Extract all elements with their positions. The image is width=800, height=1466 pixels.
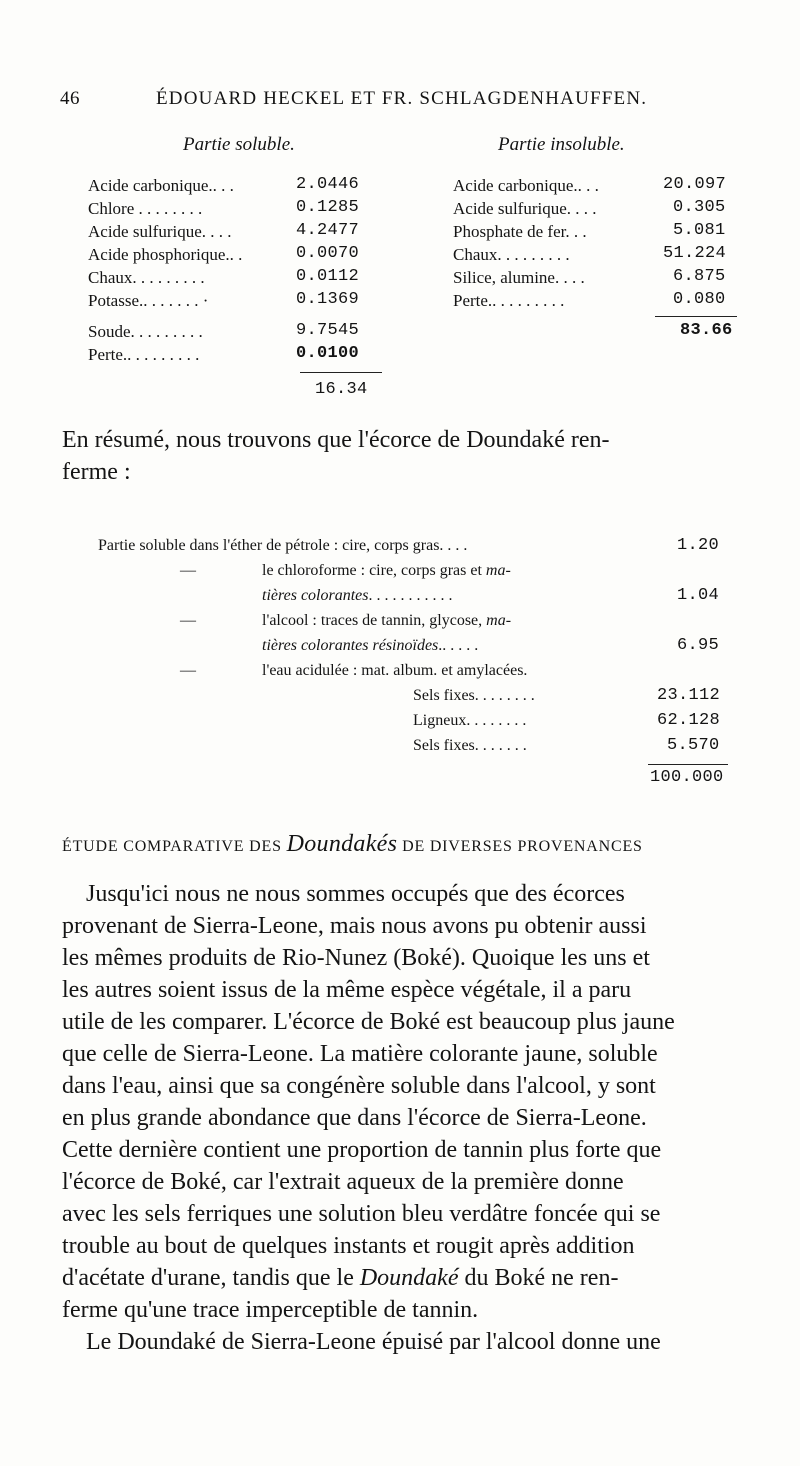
insoluble-row-value: 6.875 xyxy=(673,267,726,286)
soluble-row-value: 0.1285 xyxy=(296,198,360,217)
soluble-row-value: 0.0070 xyxy=(296,244,360,263)
body-line: d'acétate d'urane, tandis que le Doundaké du Boké ne ren- xyxy=(62,1265,619,1291)
insoluble-row-label: Acide carbonique.. . . xyxy=(453,176,599,195)
insoluble-row-label: Silice, alumine. . . . xyxy=(453,268,585,287)
summary-line-text: tières colorantes. . . . . . . . . . . xyxy=(262,587,453,604)
summary-intro-line: En résumé, nous trouvons que l'écorce de Doundaké ren- xyxy=(62,427,610,453)
body-paragraph xyxy=(62,878,752,1398)
summary-line-text: tières colorantes résinoïdes.. . . . . xyxy=(262,637,479,654)
summary-dash: — xyxy=(180,562,196,579)
soluble-column-title: Partie soluble. xyxy=(183,134,295,155)
page-number: 46 xyxy=(60,88,80,109)
summary-total: 100.000 xyxy=(650,768,724,787)
body-line: dans l'eau, ainsi que sa congénère soluble dans l'alcool, y sont xyxy=(62,1073,656,1099)
summary-value: 23.112 xyxy=(657,686,721,705)
insoluble-row-label: Acide sulfurique. . . . xyxy=(453,199,597,218)
soluble-total-rule xyxy=(300,372,382,373)
insoluble-row-value: 0.080 xyxy=(673,290,726,309)
insoluble-row-value: 5.081 xyxy=(673,221,726,240)
summary-value: 5.570 xyxy=(667,736,720,755)
summary-dash: — xyxy=(180,612,196,629)
insoluble-row-value: 51.224 xyxy=(663,244,727,263)
insoluble-row-label: Phosphate de fer. . . xyxy=(453,222,587,241)
summary-intro-line: ferme : xyxy=(62,459,131,485)
body-line: provenant de Sierra-Leone, mais nous avons pu obtenir aussi xyxy=(62,913,647,939)
soluble-row-value: 9.7545 xyxy=(296,321,360,340)
body-line: que celle de Sierra-Leone. La matière colorante jaune, soluble xyxy=(62,1041,658,1067)
body-line: les autres soient issus de la même espèce végétale, il a paru xyxy=(62,977,632,1003)
insoluble-total-rule xyxy=(655,316,737,317)
soluble-row-value: 0.1369 xyxy=(296,290,360,309)
summary-value: 62.128 xyxy=(657,711,721,730)
body-line: Cette dernière contient une proportion de tannin plus forte que xyxy=(62,1137,662,1163)
summary-line-text: Sels fixes. . . . . . . xyxy=(413,737,527,754)
soluble-row-label: Acide phosphorique.. . xyxy=(88,245,243,264)
soluble-row-label: Chaux. . . . . . . . . xyxy=(88,268,205,287)
insoluble-row-value: 0.305 xyxy=(673,198,726,217)
body-line: ferme qu'une trace imperceptible de tannin. xyxy=(62,1297,479,1323)
body-line: les mêmes produits de Rio-Nunez (Boké). Quoique les uns et xyxy=(62,945,650,971)
summary-line-text: Ligneux. . . . . . . . xyxy=(413,712,527,729)
insoluble-column-title: Partie insoluble. xyxy=(498,134,625,155)
summary-line-text: Sels fixes. . . . . . . . xyxy=(413,687,535,704)
section-heading: ÉTUDE COMPARATIVE DES Doundakés DE DIVERSES PROVENANCES xyxy=(62,831,643,857)
soluble-row-value: 4.2477 xyxy=(296,221,360,240)
insoluble-row-label: Perte.. . . . . . . . . xyxy=(453,291,565,310)
soluble-row-label: Acide carbonique.. . . xyxy=(88,176,234,195)
body-line: l'écorce de Boké, car l'extrait aqueux de la première donne xyxy=(62,1169,624,1195)
body-line: avec les sels ferriques une solution bleu verdâtre foncée qui se xyxy=(62,1201,661,1227)
body-line: en plus grande abondance que dans l'écorce de Sierra-Leone. xyxy=(62,1105,647,1131)
summary-total-rule xyxy=(648,764,728,765)
body-line: utile de les comparer. L'écorce de Boké est beaucoup plus jaune xyxy=(62,1009,675,1035)
soluble-row-label: Perte.. . . . . . . . . xyxy=(88,345,200,364)
soluble-row-label: Chlore . . . . . . . . xyxy=(88,199,203,218)
soluble-row-value: 0.0112 xyxy=(296,267,360,286)
summary-line-text: Partie soluble dans l'éther de pétrole : cire, corps gras. . . . xyxy=(98,537,468,554)
summary-line-text: l'eau acidulée : mat. album. et amylacées. xyxy=(262,662,528,679)
summary-value: 6.95 xyxy=(677,636,720,655)
body-line: Le Doundaké de Sierra-Leone épuisé par l'alcool donne une xyxy=(86,1329,661,1355)
insoluble-total: 83.66 xyxy=(680,321,733,340)
soluble-total: 16.34 xyxy=(315,380,368,399)
insoluble-row-value: 20.097 xyxy=(663,175,727,194)
summary-line-text: l'alcool : traces de tannin, glycose, ma- xyxy=(262,612,512,629)
body-line: Jusqu'ici nous ne nous sommes occupés que des écorces xyxy=(86,881,625,907)
body-line: trouble au bout de quelques instants et rougit après addition xyxy=(62,1233,635,1259)
insoluble-row-label: Chaux. . . . . . . . . xyxy=(453,245,570,264)
soluble-row-value: 0.0100 xyxy=(296,344,360,363)
soluble-row-label: Soude. . . . . . . . . xyxy=(88,322,203,341)
summary-value: 1.20 xyxy=(677,536,720,555)
soluble-row-label: Acide sulfurique. . . . xyxy=(88,222,232,241)
summary-dash: — xyxy=(180,662,196,679)
soluble-row-label: Potasse.. . . . . . . · xyxy=(88,291,209,310)
summary-value: 1.04 xyxy=(677,586,720,605)
summary-line-text: le chloroforme : cire, corps gras et ma- xyxy=(262,562,511,579)
running-title: ÉDOUARD HECKEL ET FR. SCHLAGDENHAUFFEN. xyxy=(156,88,648,109)
soluble-row-value: 2.0446 xyxy=(296,175,360,194)
